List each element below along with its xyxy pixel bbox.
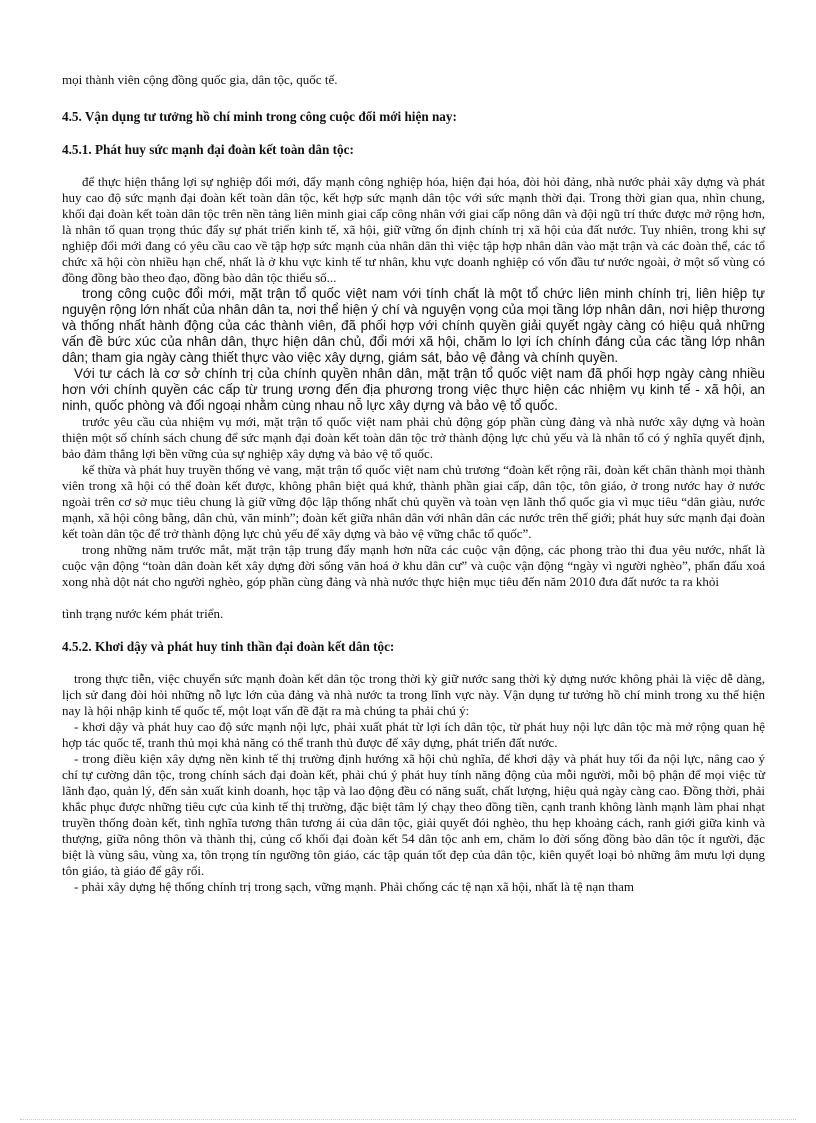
paragraph-5: kế thừa và phát huy truyền thống vẻ vang, mặt trận tổ quốc việt nam chủ trương “đoàn kết rộng rãi, đoàn kết chân thành mọi thành viên trong xã hội có thể đoàn kết được, không phân biệt quá khứ, thành phần giai cấp, dân tộc, tôn giáo, ở trong nước hay ở nước ngoài trên cơ sở mục tiêu chung là giữ vững độc lập thống nhất chủ quyền và toàn vẹn lãnh thổ quốc gia vì mục tiêu “dân giàu, nước mạnh, xã hội công bằng, dân chủ, văn minh”; đoàn kết giữa nhân dân với nhân dân các nước trên thế giới; phát huy sức mạnh đại đoàn kết toàn dân tộc để trở thành động lực chủ yếu để xây dựng và bảo vệ vững chắc tổ quốc”. <box>62 462 765 541</box>
bullet-1: - khơi dậy và phát huy cao độ sức mạnh nội lực, phải xuất phát từ lợi ích dân tộc, từ phát huy nội lực dân tộc mà mở rộng quan hệ hợp tác quốc tế, tranh thủ mọi khả năng có thể tranh thủ được để xây dựng, phát triển đất nước. <box>62 719 765 750</box>
paragraph-7: trong thực tiễn, việc chuyển sức mạnh đoàn kết dân tộc trong thời kỳ giữ nước sang thời kỳ dựng nước không phải là việc dễ dàng, lịch sử đang đòi hỏi những nỗ lực lớn của đảng và nhà nước ta trong lĩnh vực này. Vận dụng tư tưởng hồ chí minh trong xu thế hiện nay là hội nhập kinh tế quốc tế, một loạt vấn đề đặt ra mà chúng ta phải chú ý: <box>62 671 765 718</box>
section-heading-4-5-1: 4.5.1. Phát huy sức mạnh đại đoàn kết toàn dân tộc: <box>62 142 354 157</box>
paragraph-2: trong công cuộc đổi mới, mặt trận tổ quốc việt nam với tính chất là một tổ chức liên minh chính trị, liên hiệp tự nguyện rộng lớn nhất của nhân dân ta, nơi thể hiện ý chí và nguyện vọng của mọi tầng lớp nhân dân, nơi hiệp thương và thống nhất hành động của các thành viên, đã phối hợp với chính quyền giải quyết ngày càng có hiệu quả những vấn đề bức xúc của nhân dân, thực hiện dân chủ, đổi mới xã hội, chăm lo lợi ích chính đáng của các tầng lớp nhân dân; tham gia ngày càng thiết thực vào việc xây dựng, giám sát, bảo vệ đảng và chính quyền. <box>62 286 765 365</box>
paragraph-6: trong những năm trước mắt, mặt trận tập trung đẩy mạnh hơn nữa các cuộc vận động, các phong trào thi đua yêu nước, nhất là cuộc vận động “toàn dân đoàn kết xây dựng đời sống văn hoá ở khu dân cư” và cuộc vận động “ngày vì người nghèo”, phấn đấu xoá xong nhà dột nát cho người nghèo, góp phần cùng đảng và nhà nước thực hiện mục tiêu đến năm 2010 đưa đất nước ta ra khỏi <box>62 542 765 589</box>
page-bottom-border <box>20 1119 796 1120</box>
section-heading-4-5: 4.5. Vận dụng tư tưởng hồ chí minh trong công cuộc đổi mới hiện nay: <box>62 109 457 124</box>
paragraph-1: để thực hiện thắng lợi sự nghiệp đổi mới, đẩy mạnh công nghiệp hóa, hiện đại hóa, đòi hỏi đảng, nhà nước phải xây dựng và phát huy cao độ sức mạnh đại đoàn kết toàn dân tộc, kết hợp sức mạnh dân tộc với sức mạnh thời đại. Trong thời gian qua, nhìn chung, khối đại đoàn kết toàn dân tộc trên nền tảng liên minh giai cấp công nhân với giai cấp nông dân và đội ngũ trí thức được mở rộng hơn, là nhân tố quan trọng thúc đẩy sự phát triển kinh tế, xã hội, giữ vững ổn định chính trị xã hội của đất nước. Tuy nhiên, trong khi sự nghiệp đổi mới đang có yêu cầu cao về tập hợp sức mạnh của nhân dân thì việc tập hợp nhân dân vào mặt trận và các đoàn thể, các tổ chức xã hội còn nhiều hạn chế, nhất là ở khu vực kinh tế tư nhân, khu vực doanh nghiệp có vốn đầu tư nước ngoài, ở một số vùng có đồng đồng bào theo đạo, đồng bào dân tộc thiểu số... <box>62 174 765 285</box>
bullet-3: - phải xây dựng hệ thống chính trị trong sạch, vững mạnh. Phải chống các tệ nạn xã hội, nhất là tệ nạn tham <box>74 879 634 894</box>
intro-line: mọi thành viên cộng đồng quốc gia, dân tộc, quốc tế. <box>62 72 338 87</box>
section-heading-4-5-2: 4.5.2. Khơi dậy và phát huy tinh thần đại đoàn kết dân tộc: <box>62 639 395 654</box>
paragraph-4: trước yêu cầu của nhiệm vụ mới, mặt trận tổ quốc việt nam phải chủ động góp phần cùng đảng và nhà nước xây dựng và hoàn thiện một số chính sách chung để sức mạnh đại đoàn kết toàn dân tộc trở thành động lực chủ yếu và là nhân tố có ý nghĩa quyết định, bảo đảm thắng lợi bền vững của sự nghiệp xây dựng và bảo vệ tổ quốc. <box>62 414 765 461</box>
paragraph-3: Với tư cách là cơ sở chính trị của chính quyền nhân dân, mặt trận tổ quốc việt nam đã phối hợp ngày càng nhiều hơn với chính quyền các cấp từ trung ương đến địa phương trong việc thực hiện các nhiệm vụ kinh tế - xã hội, an ninh, quốc phòng và đối ngoại nhằm cùng nhau nỗ lực xây dựng và bảo vệ tổ quốc. <box>62 366 765 413</box>
document-body <box>62 72 765 895</box>
bullet-2: - trong điều kiện xây dựng nền kinh tế thị trường định hướng xã hội chủ nghĩa, để khơi dậy và phát huy tối đa nội lực, nâng cao ý chí tự cường dân tộc, trong chính sách đại đoàn kết, phải chú ý phát huy tính năng động của mỗi người, mỗi bộ phận để mọi việc từ lãnh đạo, quản lý, đến sản xuất kinh doanh, học tập và lao động đều có năng suất, chất lượng, hiệu quả ngày càng cao. Đồng thời, phải khắc phục được những tiêu cực của kinh tế thị trường, đặc biệt tâm lý chạy theo đồng tiền, cạnh tranh không lành mạnh làm phai nhạt truyền thống đoàn kết, tình nghĩa tương thân tương ái của dân tộc, giải quyết đói nghèo, thu hẹp khoảng cách, ranh giới giữa kinh và thượng, giữa nông thôn và thành thị, củng cố khối đại đoàn kết 54 dân tộc anh em, chăm lo đời sống đồng bào dân tộc ít người, đặc biệt là vùng sâu, vùng xa, tôn trọng tín ngưỡng tôn giáo, các tập quán tốt đẹp của dân tộc, kiên quyết loại bỏ những âm mưu lợi dụng tôn giáo, tà giáo để gây rối. <box>62 751 765 878</box>
paragraph-6-end: tình trạng nước kém phát triển. <box>62 606 224 621</box>
